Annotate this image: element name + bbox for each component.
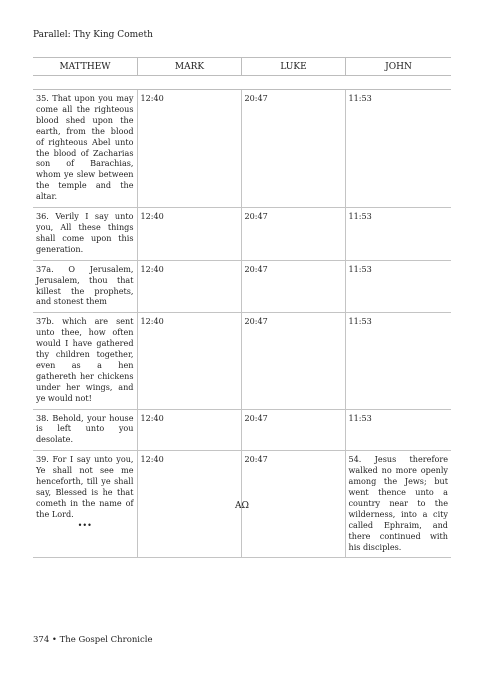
matthew-cell: 36. Verily I say unto you, All these things shall come upon this generation. — [33, 208, 137, 261]
mark-cell: 12:40 — [137, 409, 241, 451]
matthew-cell: 37a. O Jerusalem, Jerusalem, thou that killest the prophets, and stonest them — [33, 260, 137, 313]
matthew-cell: 38. Behold, your house is left unto you desolate. — [33, 409, 137, 451]
mark-cell: 12:40 — [137, 208, 241, 261]
mark-cell: 12:40 — [137, 451, 241, 558]
john-cell: 54. Jesus therefore walked no more openly among the Jews; but went thence unto a country near to the wilderness, into a city called Ephraim, and there continued with his disciples. — [345, 451, 451, 558]
luke-cell: 20:47 — [241, 409, 345, 451]
table-row — [33, 90, 451, 208]
john-cell: 11:53 — [345, 260, 451, 313]
john-cell: 11:53 — [345, 208, 451, 261]
column-header-matthew: MATTHEW — [59, 61, 111, 72]
mark-cell: 12:40 — [137, 313, 241, 409]
parallel-table — [33, 90, 451, 558]
luke-cell: 20:47 — [241, 260, 345, 313]
john-cell: 11:53 — [345, 313, 451, 409]
alpha-omega-end-mark: ΑΩ — [235, 501, 249, 511]
mark-cell: 12:40 — [137, 260, 241, 313]
table-row — [33, 260, 451, 313]
page-footer: 374 • The Gospel Chronicle — [33, 635, 153, 645]
luke-cell: 20:47 — [241, 90, 345, 208]
luke-cell: 20:47 — [241, 451, 345, 558]
luke-cell: 20:47 — [241, 208, 345, 261]
table-row — [33, 208, 451, 261]
table-row — [33, 409, 451, 451]
column-header-mark: MARK — [137, 58, 241, 75]
matthew-verse-text: 39. For I say unto you, Ye shall not see me henceforth, till ye shall say, Blessed is he that cometh in the name of the Lord. — [36, 454, 134, 519]
john-cell: 11:53 — [345, 409, 451, 451]
table-row — [33, 313, 451, 409]
column-header-row — [33, 57, 451, 76]
matthew-cell: 35. That upon you may come all the righteous blood shed upon the earth, from the blood of righteous Abel unto the blood of Zacharias son of Barachias, whom ye slew between the temple and the altar. — [33, 90, 137, 208]
column-header-john: JOHN — [345, 58, 451, 75]
luke-cell: 20:47 — [241, 313, 345, 409]
john-cell: 11:53 — [345, 90, 451, 208]
matthew-cell: 37b. which are sent unto thee, how often would I have gathered thy children together, even as a hen gathereth her chickens under her wings, and ye would not! — [33, 313, 137, 409]
mark-cell: 12:40 — [137, 90, 241, 208]
column-header-luke: LUKE — [241, 58, 345, 75]
ellipsis-mark: ••• — [77, 520, 92, 530]
page-title: Parallel: Thy King Cometh — [33, 30, 153, 40]
